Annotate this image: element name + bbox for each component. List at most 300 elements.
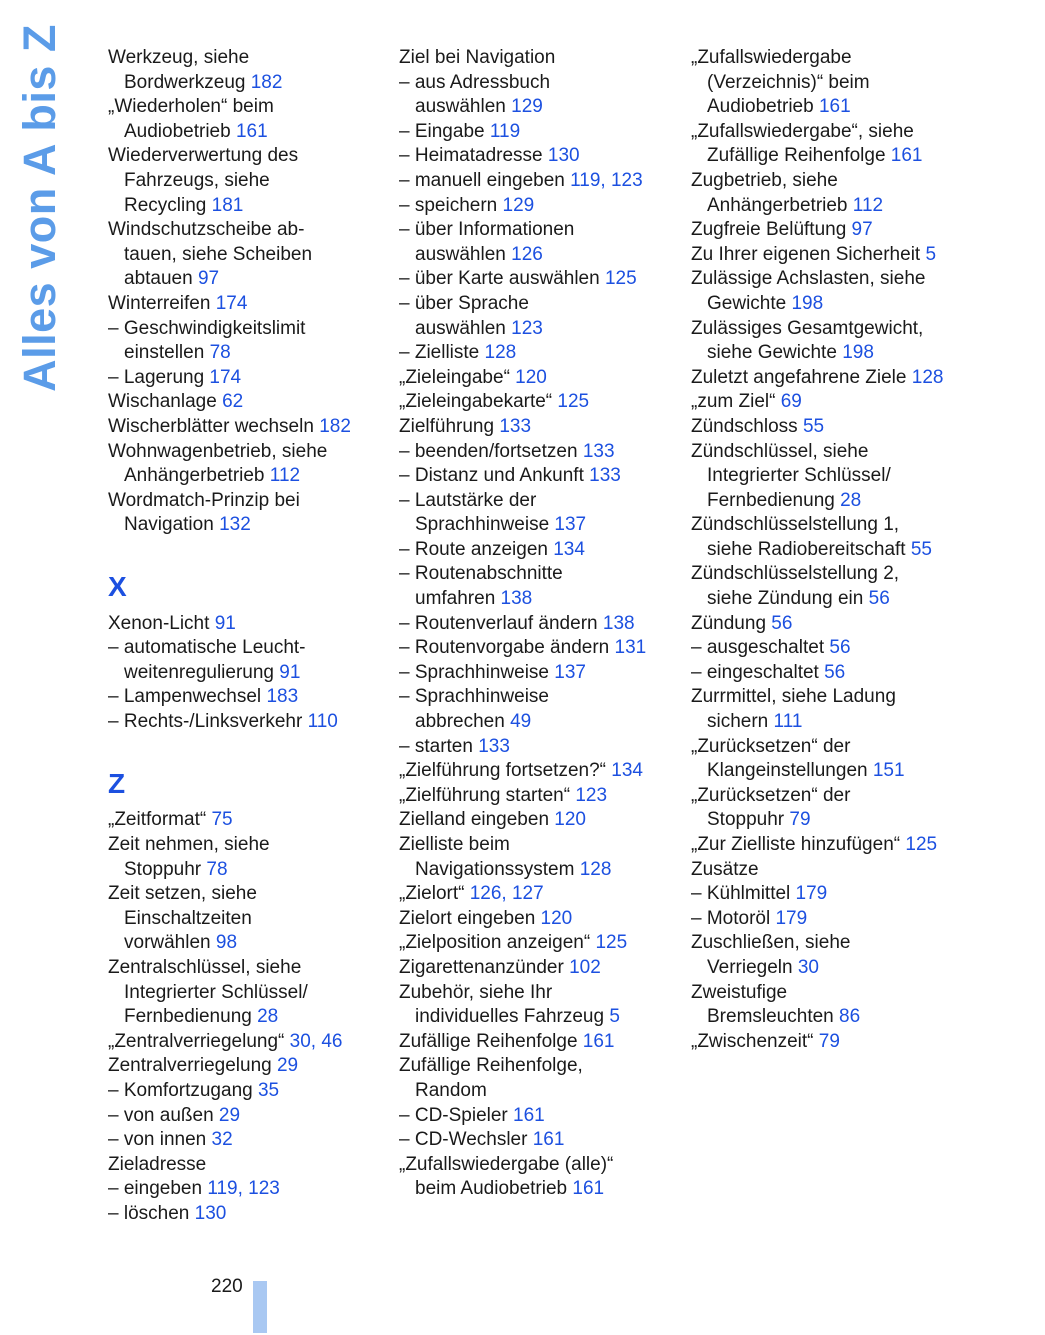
index-entry xyxy=(691,267,1021,292)
index-entry-text: Zugfreie Belüftung xyxy=(691,219,852,241)
index-entry xyxy=(399,931,679,956)
index-entry xyxy=(108,685,383,710)
index-entry xyxy=(399,415,679,440)
index-entry-text: – Lagerung xyxy=(108,366,210,388)
page-reference-link[interactable]: 78 xyxy=(206,858,228,880)
page-marker-bar xyxy=(253,1281,267,1333)
index-entry xyxy=(399,464,679,489)
index-entry xyxy=(399,267,679,292)
index-entry xyxy=(108,636,383,661)
index-entry-text: – starten xyxy=(399,735,479,757)
index-entry-text: Zweistufige xyxy=(691,981,788,1003)
page-reference-link[interactable]: 120 xyxy=(554,809,586,831)
index-entry-text: siehe Gewichte xyxy=(707,342,843,364)
page-reference-link[interactable]: 112 xyxy=(269,465,301,487)
index-entry-text: – Lampenwechsel xyxy=(108,686,267,708)
index-entry-continuation xyxy=(691,71,1021,96)
index-entry-continuation xyxy=(108,661,383,686)
page-reference-link[interactable]: 125 xyxy=(604,268,637,290)
page-reference-link[interactable]: 75 xyxy=(211,809,233,831)
index-entry-text: Recycling xyxy=(124,194,212,216)
index-entry-continuation xyxy=(399,317,679,342)
page-reference-link[interactable]: 181 xyxy=(211,194,244,216)
index-entry-text: Anhängerbetrieb xyxy=(124,465,270,487)
page-reference-link[interactable]: 130 xyxy=(194,1202,227,1224)
index-entry xyxy=(399,1128,679,1153)
page-reference-link[interactable]: 30 xyxy=(797,956,819,978)
page-reference-link[interactable]: 123 xyxy=(511,317,543,339)
page-reference-link[interactable]: 29 xyxy=(218,1104,241,1126)
page-reference-link[interactable]: 5 xyxy=(925,243,937,265)
index-entry xyxy=(108,46,383,71)
page-reference-link[interactable]: 133 xyxy=(589,465,621,487)
index-entry-text: Zielführung xyxy=(399,415,500,437)
page-reference-link[interactable]: 123 xyxy=(575,784,608,806)
page-reference-link[interactable]: 128 xyxy=(579,858,612,880)
index-entry-text: – beenden/fortsetzen xyxy=(399,440,583,462)
page-reference-link[interactable]: 198 xyxy=(842,342,874,364)
page-reference-link[interactable]: 133 xyxy=(582,440,615,462)
page-reference-link[interactable]: 91 xyxy=(279,661,301,683)
index-entry-continuation xyxy=(399,710,679,735)
page-reference-link[interactable]: 179 xyxy=(795,883,828,905)
page-reference-link[interactable]: 134 xyxy=(611,760,643,782)
index-entry xyxy=(108,489,383,514)
index-entry xyxy=(399,612,679,637)
page-reference-link[interactable]: 129 xyxy=(502,194,535,216)
index-entry xyxy=(399,194,679,219)
index-entry xyxy=(108,1128,383,1153)
index-entry-text: Sprachhinweise xyxy=(415,514,555,536)
index-entry-text: „Zentralverriegelung“ xyxy=(108,1030,290,1052)
index-entry-text: „Wiederholen“ beim xyxy=(108,96,274,118)
index-entry-continuation xyxy=(691,95,1021,120)
section-letter-heading: Z xyxy=(108,768,126,800)
index-entry xyxy=(399,538,679,563)
index-entry xyxy=(399,390,679,415)
index-column-1 xyxy=(108,46,383,1227)
index-entry-text: Zulässiges Gesamtgewicht, xyxy=(691,317,924,339)
page-reference-link[interactable]: 56 xyxy=(771,612,793,634)
page-reference-link[interactable]: 161 xyxy=(572,1178,605,1200)
index-entry xyxy=(399,1054,679,1079)
index-entry-text: Zubehör, siehe Ihr xyxy=(399,981,553,1003)
index-entry-continuation xyxy=(399,1005,679,1030)
index-entry-text: Xenon-Licht xyxy=(108,612,215,634)
index-entry xyxy=(691,390,1021,415)
index-entry xyxy=(108,317,383,342)
index-entry-text: Zugbetrieb, siehe xyxy=(691,169,838,191)
index-entry-text: – eingeben xyxy=(108,1178,208,1200)
index-entry-continuation xyxy=(108,1005,383,1030)
page-reference-link[interactable]: 119, 123 xyxy=(207,1178,280,1200)
index-entry xyxy=(691,981,1021,1006)
page-reference-link[interactable]: 91 xyxy=(214,612,236,634)
page-reference-link[interactable]: 49 xyxy=(510,711,532,733)
page-reference-link[interactable]: 161 xyxy=(582,1030,615,1052)
index-entry-continuation xyxy=(691,956,1021,981)
index-entry-text: Zufällige Reihenfolge xyxy=(707,145,891,167)
index-entry-text: Wischanlage xyxy=(108,391,223,413)
index-entry-text: vorwählen xyxy=(124,932,216,954)
page-reference-link[interactable]: 128 xyxy=(911,366,944,388)
index-entry-text: „Zielposition anzeigen“ xyxy=(399,932,596,954)
index-entry xyxy=(399,808,679,833)
index-entry-text: Wiederverwertung des xyxy=(108,145,299,167)
index-entry-continuation xyxy=(399,95,679,120)
index-entry-text: Zufällige Reihenfolge xyxy=(399,1030,583,1052)
index-entry-text: Zuletzt angefahrene Ziele xyxy=(691,366,912,388)
index-entry xyxy=(399,981,679,1006)
index-entry xyxy=(399,882,679,907)
index-entry xyxy=(399,71,679,96)
page-reference-link[interactable]: 198 xyxy=(791,292,824,314)
page-reference-link[interactable]: 131 xyxy=(614,637,647,659)
index-entry-continuation xyxy=(691,587,1021,612)
index-entry xyxy=(399,685,679,710)
index-entry-continuation xyxy=(108,120,383,145)
page-reference-link[interactable]: 133 xyxy=(478,735,510,757)
index-entry-continuation xyxy=(691,464,1021,489)
page-reference-link[interactable]: 179 xyxy=(775,907,808,929)
page-reference-link[interactable]: 69 xyxy=(780,391,802,413)
index-entry-text: – löschen xyxy=(108,1202,195,1224)
index-entry-text: Navigation xyxy=(124,514,220,536)
page-reference-link[interactable]: 97 xyxy=(851,219,873,241)
index-entry-text: – Zielliste xyxy=(399,342,485,364)
page-reference-link[interactable]: 161 xyxy=(513,1104,545,1126)
index-entry-text: siehe Radiobereitschaft xyxy=(707,538,911,560)
index-entry-continuation xyxy=(108,169,383,194)
page-reference-link[interactable]: 133 xyxy=(499,415,532,437)
index-entry-text: Windschutzscheibe ab- xyxy=(108,219,305,241)
index-entry xyxy=(691,415,1021,440)
page-reference-link[interactable]: 151 xyxy=(872,760,905,782)
index-entry xyxy=(691,562,1021,587)
index-entry-continuation xyxy=(691,759,1021,784)
page-reference-link[interactable]: 119, 123 xyxy=(570,169,643,191)
index-entry-text: Wordmatch-Prinzip bei xyxy=(108,489,300,511)
index-entry-continuation xyxy=(399,587,679,612)
section-spacer xyxy=(108,538,383,563)
index-entry-text: Navigationssystem xyxy=(415,858,580,880)
page-reference-link[interactable]: 79 xyxy=(818,1030,840,1052)
index-entry xyxy=(108,366,383,391)
index-entry-text: Random xyxy=(415,1079,487,1101)
index-entry-text: Zuschließen, siehe xyxy=(691,932,851,954)
index-entry-text: Zielliste beim xyxy=(399,834,510,855)
index-entry xyxy=(691,46,1021,71)
index-entry xyxy=(691,882,1021,907)
index-entry xyxy=(399,636,679,661)
index-entry xyxy=(108,440,383,465)
index-entry xyxy=(108,1177,383,1202)
index-entry-text: Stoppuhr xyxy=(124,858,207,880)
page-reference-link[interactable]: 56 xyxy=(868,588,890,610)
page-reference-link[interactable]: 174 xyxy=(209,366,242,388)
page-reference-link[interactable]: 125 xyxy=(557,391,590,413)
page-reference-link[interactable]: 79 xyxy=(789,809,811,831)
index-entry-text: Verriegeln xyxy=(707,956,798,978)
index-entry-text: auswählen xyxy=(415,317,512,339)
index-entry-text: Stoppuhr xyxy=(707,809,790,831)
index-entry-text: – über Karte auswählen xyxy=(399,268,605,290)
index-entry-text: – von außen xyxy=(108,1104,219,1126)
index-entry xyxy=(691,833,1021,858)
page-reference-link[interactable]: 129 xyxy=(511,96,543,118)
index-entry-continuation xyxy=(399,858,679,883)
index-entry xyxy=(691,120,1021,145)
page-reference-link[interactable]: 182 xyxy=(250,71,283,93)
page-reference-link[interactable]: 102 xyxy=(569,956,601,978)
index-column-2 xyxy=(399,46,679,1202)
index-entry xyxy=(691,218,1021,243)
index-entry-continuation xyxy=(691,489,1021,514)
index-entry-text: – über Informationen xyxy=(399,219,575,241)
index-entry xyxy=(108,1202,383,1227)
section-spacer xyxy=(108,735,383,760)
index-entry-text: „Zielort“ xyxy=(399,883,470,905)
page-reference-link[interactable]: 138 xyxy=(500,588,533,610)
index-entry-text: Fernbedienung xyxy=(124,1006,258,1028)
index-entry xyxy=(399,562,679,587)
index-entry-text: Werkzeug, siehe xyxy=(108,47,250,68)
page-reference-link[interactable]: 137 xyxy=(554,661,586,683)
page-reference-link[interactable]: 32 xyxy=(211,1129,233,1151)
page-reference-link[interactable]: 138 xyxy=(602,612,635,634)
index-entry-text: „Zufallswiedergabe (alle)“ xyxy=(399,1153,614,1175)
index-entry-text: Zu Ihrer eigenen Sicherheit xyxy=(691,243,926,265)
index-entry-text: – über Sprache xyxy=(399,292,529,314)
page-reference-link[interactable]: 120 xyxy=(540,907,573,929)
index-entry xyxy=(691,661,1021,686)
index-entry-text: – Eingabe xyxy=(399,120,490,142)
index-entry-continuation xyxy=(108,907,383,932)
index-entry xyxy=(399,440,679,465)
index-entry-continuation xyxy=(399,1079,679,1104)
index-entry-text: Bordwerkzeug xyxy=(124,71,251,93)
index-entry-continuation xyxy=(108,341,383,366)
index-entry xyxy=(691,169,1021,194)
page-reference-link[interactable]: 119 xyxy=(489,120,521,142)
index-entry xyxy=(399,1030,679,1055)
index-entry xyxy=(691,440,1021,465)
page-reference-link[interactable]: 130 xyxy=(547,145,580,167)
index-entry-text: Zeit setzen, siehe xyxy=(108,883,257,905)
index-entry-text: beim Audiobetrieb xyxy=(415,1178,573,1200)
index-entry-text: „Zurücksetzen“ der xyxy=(691,784,851,806)
index-entry xyxy=(108,95,383,120)
index-entry-continuation xyxy=(691,194,1021,219)
index-entry-text: tauen, siehe Scheiben xyxy=(124,243,313,265)
index-entry xyxy=(108,1054,383,1079)
index-entry-text: – Motoröl xyxy=(691,907,776,929)
section-letter-heading: X xyxy=(108,571,127,603)
index-entry-text: „zum Ziel“ xyxy=(691,391,781,413)
index-entry-text: Zielland eingeben xyxy=(399,809,555,831)
page-reference-link[interactable]: 161 xyxy=(532,1129,565,1151)
index-entry-text: – von innen xyxy=(108,1129,212,1151)
page-reference-link[interactable]: 126, 127 xyxy=(469,883,544,905)
page-reference-link[interactable]: 126 xyxy=(511,243,543,265)
page-reference-link[interactable]: 132 xyxy=(219,514,251,536)
page-reference-link[interactable]: 174 xyxy=(215,292,248,314)
index-entry-text: Zündschlüsselstellung 2, xyxy=(691,563,900,585)
page-reference-link[interactable]: 78 xyxy=(209,342,231,364)
index-entry-text: weitenregulierung xyxy=(124,661,280,683)
page-reference-link[interactable]: 161 xyxy=(818,96,851,118)
index-entry xyxy=(691,612,1021,637)
page-reference-link[interactable]: 120 xyxy=(515,366,547,388)
index-entry-text: Bremsleuchten xyxy=(707,1006,840,1028)
index-entry-text: Winterreifen xyxy=(108,292,216,314)
page-reference-link[interactable]: 125 xyxy=(595,932,628,954)
index-entry xyxy=(399,833,679,858)
index-entry xyxy=(691,1030,1021,1055)
index-entry xyxy=(108,415,383,440)
index-entry xyxy=(108,808,383,833)
page-reference-link[interactable]: 86 xyxy=(839,1006,861,1028)
page-reference-link[interactable]: 28 xyxy=(257,1006,279,1028)
page-reference-link[interactable]: 5 xyxy=(609,1006,620,1028)
page-reference-link[interactable]: 137 xyxy=(554,514,587,536)
page-reference-link[interactable]: 55 xyxy=(910,538,932,560)
section-title-vertical xyxy=(8,24,72,392)
index-entry-continuation xyxy=(108,931,383,956)
index-entry-text: „Zieleingabekarte“ xyxy=(399,391,558,413)
index-entry xyxy=(691,931,1021,956)
index-entry-text: individuelles Fahrzeug xyxy=(415,1006,610,1028)
index-entry xyxy=(399,292,679,317)
index-entry-text: „Zur Zielliste hinzufügen“ xyxy=(691,834,906,855)
index-entry xyxy=(691,636,1021,661)
index-entry xyxy=(399,956,679,981)
index-entry-continuation xyxy=(108,194,383,219)
page-reference-link[interactable]: 97 xyxy=(197,268,220,290)
index-entry-text: „Zieleingabe“ xyxy=(399,366,516,388)
index-entry-text: sichern xyxy=(707,711,774,733)
page-reference-link[interactable]: 112 xyxy=(852,194,884,216)
page-reference-link[interactable]: 161 xyxy=(890,145,923,167)
index-entry-text: Zündschloss xyxy=(691,415,803,437)
index-entry-text: „Zwischenzeit“ xyxy=(691,1030,819,1052)
index-entry-text: Audiobetrieb xyxy=(707,96,819,118)
index-entry xyxy=(691,513,1021,538)
index-entry xyxy=(108,1030,383,1055)
index-entry xyxy=(691,243,1021,268)
page-reference-link[interactable]: 134 xyxy=(553,538,585,560)
index-entry-continuation xyxy=(691,1005,1021,1030)
index-entry-text: (Verzeichnis)“ beim xyxy=(707,71,870,93)
index-entry-text: Zielort eingeben xyxy=(399,907,541,929)
index-entry-text: „Zurücksetzen“ der xyxy=(691,735,851,757)
index-entry-text: Zündschlüsselstellung 1, xyxy=(691,514,900,536)
index-entry-text: Wohnwagenbetrieb, siehe xyxy=(108,440,328,462)
page-reference-link[interactable]: 98 xyxy=(215,932,238,954)
index-entry xyxy=(691,858,1021,883)
index-entry xyxy=(399,144,679,169)
page-reference-link[interactable]: 56 xyxy=(829,637,851,659)
index-entry-text: – Distanz und Ankunft xyxy=(399,465,590,487)
index-entry-text: Zieladresse xyxy=(108,1153,207,1175)
index-entry xyxy=(399,46,679,71)
index-entry xyxy=(108,292,383,317)
index-entry-text: „Zufallswiedergabe xyxy=(691,47,852,68)
index-entry-text: abbrechen xyxy=(415,711,511,733)
index-entry-text: Fahrzeugs, siehe xyxy=(124,169,270,191)
page-reference-link[interactable]: 30, 46 xyxy=(289,1030,343,1052)
index-entry-continuation xyxy=(691,292,1021,317)
page-reference-link[interactable]: 28 xyxy=(840,489,862,511)
index-entry xyxy=(108,833,383,858)
index-entry-text: – Sprachhinweise xyxy=(399,661,555,683)
index-entry-text: „Zielführung fortsetzen?“ xyxy=(399,760,612,782)
page-reference-link[interactable]: 125 xyxy=(905,834,938,855)
index-entry-text: umfahren xyxy=(415,588,501,610)
index-entry-continuation xyxy=(399,243,679,268)
page-reference-link[interactable]: 182 xyxy=(319,415,351,437)
index-entry xyxy=(108,612,383,637)
index-entry-text: „Zielführung starten“ xyxy=(399,784,576,806)
page-reference-link[interactable]: 183 xyxy=(266,686,299,708)
index-entry-text: Einschaltzeiten xyxy=(124,907,252,929)
index-entry-continuation xyxy=(108,71,383,96)
index-entry xyxy=(399,784,679,809)
index-entry-text: Zündschlüssel, siehe xyxy=(691,440,869,462)
index-entry-text: – manuell eingeben xyxy=(399,169,571,191)
index-entry xyxy=(108,956,383,981)
index-entry-continuation xyxy=(108,243,383,268)
index-entry-text: „Zufallswiedergabe“, siehe xyxy=(691,120,914,142)
page-reference-link[interactable]: 110 xyxy=(307,711,338,733)
index-entry xyxy=(691,366,1021,391)
index-entry-text: Zurrmittel, siehe Ladung xyxy=(691,686,896,708)
page-reference-link[interactable]: 35 xyxy=(257,1079,280,1101)
index-entry xyxy=(691,784,1021,809)
index-entry-continuation xyxy=(399,513,679,538)
index-entry-text: Anhängerbetrieb xyxy=(707,194,853,216)
index-entry-text: abtauen xyxy=(124,268,198,290)
index-entry-text: Klangeinstellungen xyxy=(707,760,873,782)
index-entry-continuation xyxy=(108,267,383,292)
page-reference-link[interactable]: 29 xyxy=(276,1055,299,1077)
page-reference-link[interactable]: 111 xyxy=(773,711,803,733)
index-entry xyxy=(399,120,679,145)
index-entry xyxy=(691,735,1021,760)
index-entry-text: Wischerblätter wechseln xyxy=(108,415,320,437)
index-entry xyxy=(399,1153,679,1178)
index-entry xyxy=(399,661,679,686)
page-reference-link[interactable]: 128 xyxy=(484,342,517,364)
index-entry-text: – eingeschaltet xyxy=(691,661,825,683)
index-entry-text: auswählen xyxy=(415,243,512,265)
index-entry-text: Gewichte xyxy=(707,292,792,314)
index-entry xyxy=(108,1153,383,1178)
index-entry xyxy=(108,882,383,907)
index-entry-text: – Komfortzugang xyxy=(108,1079,258,1101)
index-entry-continuation xyxy=(691,808,1021,833)
section-title-text: Alles von A bis Z xyxy=(14,24,66,392)
page-reference-link[interactable]: 161 xyxy=(235,120,268,142)
index-entry-text: – ausgeschaltet xyxy=(691,637,830,659)
index-entry-text: – Rechts-/Linksverkehr xyxy=(108,711,308,733)
index-entry-text: – CD-Wechsler xyxy=(399,1129,533,1151)
page-reference-link[interactable]: 62 xyxy=(222,391,244,413)
page-reference-link[interactable]: 56 xyxy=(824,661,846,683)
index-entry-text: Zufällige Reihenfolge, xyxy=(399,1055,583,1077)
page-reference-link[interactable]: 55 xyxy=(802,415,825,437)
page-number: 220 xyxy=(211,1276,243,1297)
